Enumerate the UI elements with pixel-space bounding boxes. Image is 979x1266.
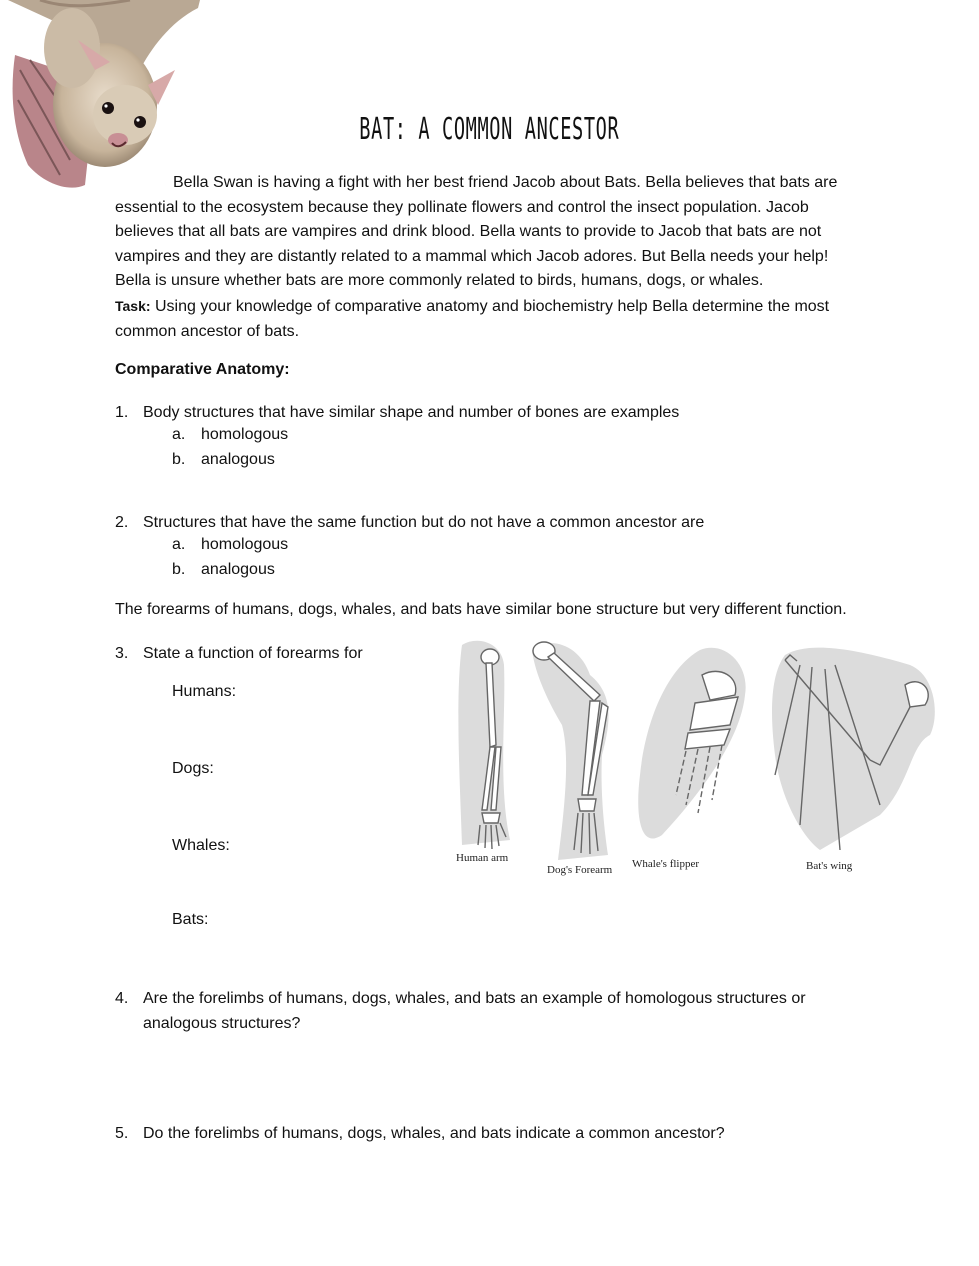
- forelimb-diagram: [440, 635, 945, 885]
- question-number: 3.: [115, 645, 129, 662]
- bat-photo: [0, 0, 205, 200]
- question-number: 2.: [115, 514, 129, 531]
- question-2-option-a: [172, 536, 288, 554]
- question-text: Do the forelimbs of humans, dogs, whales, and bats indicate a common ancestor?: [143, 1125, 725, 1142]
- bats-label: Bats:: [172, 911, 209, 928]
- intro-text: Bella Swan is having a fight with her best friend Jacob about Bats. Bella believes that bats are essential to the ecosystem because they pollinate flowers and control the insect population. Jacob believes that all bats are vampires and drink blood. Bella wants to provide to Jacob that bats are not vampires and they are distantly related to a mammal which Jacob adores. But Bella needs your help! Bella is unsure whether bats are more commonly related to birds, humans, dogs, or whales.: [115, 174, 838, 290]
- option-text: analogous: [201, 451, 275, 468]
- option-letter: a.: [172, 536, 186, 553]
- question-text: Structures that have the same function but do not have a common ancestor are: [143, 514, 705, 531]
- option-text: analogous: [201, 561, 275, 578]
- question-3: [115, 642, 423, 667]
- whales-label: Whales:: [172, 837, 230, 854]
- question-number: 4.: [115, 990, 129, 1007]
- question-4: [115, 987, 843, 1036]
- option-letter: b.: [172, 561, 186, 578]
- option-letter: a.: [172, 426, 186, 443]
- task-text: Using your knowledge of comparative anatomy and biochemistry help Bella determine the most common ancestor of bats.: [115, 297, 830, 340]
- caption-bat-wing: Bat's wing: [806, 860, 853, 872]
- section-heading: Comparative Anatomy:: [115, 361, 290, 378]
- task-label: Task:: [115, 297, 151, 314]
- option-text: homologous: [201, 426, 289, 443]
- intro-paragraph: [115, 171, 855, 344]
- question-2: [115, 511, 843, 536]
- question-1-option-b: [172, 451, 275, 469]
- question-2-option-b: [172, 561, 275, 579]
- question-text: Are the forelimbs of humans, dogs, whales, and bats an example of homologous structures or analogous structures?: [143, 990, 806, 1032]
- caption-human-arm: Human arm: [456, 852, 509, 864]
- question-text: State a function of forearms for: [143, 645, 363, 662]
- option-text: homologous: [201, 536, 289, 553]
- question-number: 5.: [115, 1125, 129, 1142]
- question-number: 1.: [115, 404, 129, 421]
- question-1-option-a: [172, 426, 288, 444]
- question-text: Body structures that have similar shape and number of bones are examples: [143, 404, 680, 421]
- page-title: BAT: A COMMON ANCESTOR: [359, 112, 620, 147]
- humans-label: Humans:: [172, 683, 237, 700]
- caption-dog-forearm: Dog's Forearm: [547, 864, 613, 876]
- question-1: [115, 401, 843, 426]
- question-5: [115, 1122, 843, 1147]
- forearm-statement: The forearms of humans, dogs, whales, and bats have similar bone structure but very different function.: [115, 601, 847, 618]
- caption-whale-flipper: Whale's flipper: [632, 858, 700, 870]
- dogs-label: Dogs:: [172, 760, 214, 777]
- option-letter: b.: [172, 451, 186, 468]
